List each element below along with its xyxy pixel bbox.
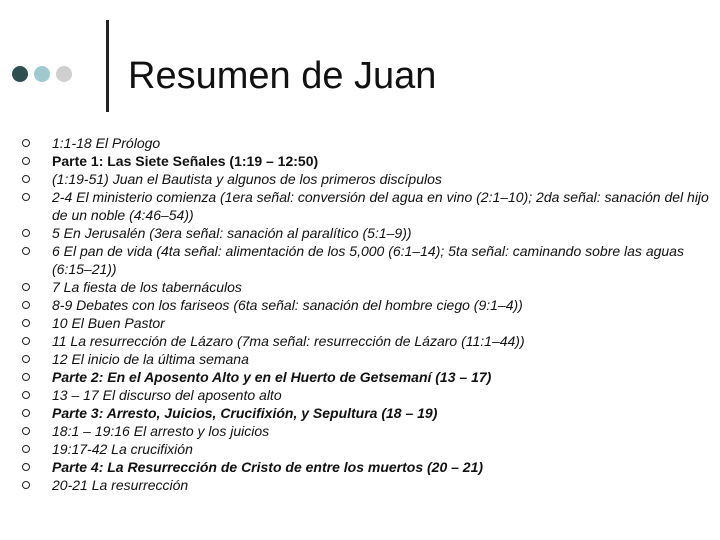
- outline-item: [22, 458, 718, 476]
- outline-item-text: 18:1 – 19:16 El arresto y los juicios: [52, 423, 270, 439]
- bullet-icon: [22, 157, 30, 165]
- outline-item: [22, 224, 718, 242]
- decorative-dots: [12, 66, 72, 84]
- outline-item-text: Parte 2: En el Aposento Alto y en el Huerto de Getsemaní (13 – 17): [52, 369, 492, 385]
- outline-item-text: 8-9 Debates con los fariseos (6ta señal: sanación del hombre ciego (9:1–4)): [52, 297, 523, 313]
- dot-dark-icon: [12, 66, 28, 82]
- outline-item: [22, 296, 718, 314]
- dot-grey-icon: [56, 66, 72, 82]
- outline-item: [22, 278, 718, 296]
- page-title: Resumen de Juan: [128, 55, 437, 97]
- outline-item: [22, 242, 718, 278]
- outline-item: [22, 332, 718, 350]
- dot-light-blue-icon: [34, 66, 50, 82]
- bullet-icon: [22, 463, 30, 471]
- outline-item: [22, 188, 718, 224]
- outline-item-text: Parte 3: Arresto, Juicios, Crucifixión, y Sepultura (18 – 19): [52, 405, 438, 421]
- title-divider: [106, 20, 109, 112]
- outline-item: [22, 386, 718, 404]
- outline-item-text: 1:1-18 El Prólogo: [52, 135, 161, 151]
- outline-item-text: 19:17-42 La crucifixión: [52, 441, 193, 457]
- bullet-icon: [22, 247, 30, 255]
- outline-item: [22, 152, 718, 170]
- outline-item-text: 20-21 La resurrección: [52, 477, 189, 493]
- bullet-icon: [22, 175, 30, 183]
- bullet-icon: [22, 229, 30, 237]
- bullet-icon: [22, 373, 30, 381]
- bullet-icon: [22, 193, 30, 201]
- outline-item: [22, 368, 718, 386]
- outline-item-text: Parte 1: Las Siete Señales (1:19 – 12:50): [52, 153, 319, 169]
- bullet-icon: [22, 409, 30, 417]
- outline-list: [22, 134, 718, 494]
- bullet-icon: [22, 319, 30, 327]
- bullet-icon: [22, 301, 30, 309]
- outline-item-text: (1:19-51) Juan el Bautista y algunos de los primeros discípulos: [52, 171, 442, 187]
- bullet-icon: [22, 427, 30, 435]
- outline-item: [22, 350, 718, 368]
- outline-item: [22, 440, 718, 458]
- outline-item-text: 7 La fiesta de los tabernáculos: [52, 279, 242, 295]
- outline-item: [22, 404, 718, 422]
- bullet-icon: [22, 391, 30, 399]
- outline-item: [22, 170, 718, 188]
- bullet-icon: [22, 283, 30, 291]
- bullet-icon: [22, 481, 30, 489]
- outline-item: [22, 134, 718, 152]
- outline-item: [22, 314, 718, 332]
- outline-item-text: 13 – 17 El discurso del aposento alto: [52, 387, 282, 403]
- bullet-icon: [22, 337, 30, 345]
- outline-item-text: 2-4 El ministerio comienza (1era señal: conversión del agua en vino (2:1–10); 2da señal: sanación del hijo de un noble (4:46–54)): [52, 189, 709, 223]
- outline-item-text: 12 El inicio de la última semana: [52, 351, 249, 367]
- outline-item-text: 6 El pan de vida (4ta señal: alimentación de los 5,000 (6:1–14); 5ta señal: caminando sobre las aguas (6:15–21)): [52, 243, 684, 277]
- outline-item-text: 10 El Buen Pastor: [52, 315, 165, 331]
- outline-item: [22, 422, 718, 440]
- bullet-icon: [22, 139, 30, 147]
- outline-item-text: 5 En Jerusalén (3era señal: sanación al paralítico (5:1–9)): [52, 225, 412, 241]
- bullet-icon: [22, 445, 30, 453]
- bullet-icon: [22, 355, 30, 363]
- outline-item-text: 11 La resurrección de Lázaro (7ma señal: resurrección de Lázaro (11:1–44)): [52, 333, 525, 349]
- outline-item: [22, 476, 718, 494]
- outline-item-text: Parte 4: La Resurrección de Cristo de entre los muertos (20 – 21): [52, 459, 484, 475]
